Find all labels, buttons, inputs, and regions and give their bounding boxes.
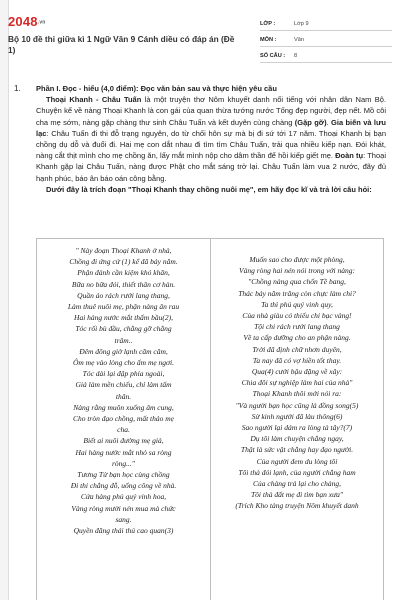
- ordeal-text: : Châu Tuấn đi thi đỗ trạng nguyên, do từ chối hôn sự mà bị đi sứ tới 17 năm. Thoại Khanh bị bạn chồng dụ dỗ và đuổi đi. Hai mẹ con dắt nhau đi tìm tìm Châu Tuấn, trải qua nhiều kiếp nạn. Đói khát, nàng cắt thịt mình cho mẹ chồng ăn, lấy mắt mình nộp cho dâm thần để hồi kiếp giết mẹ.: [36, 128, 386, 161]
- poem-line: Quyền đăng thái thú cao quan(3): [73, 526, 174, 536]
- meta-row-question-count: [260, 49, 392, 63]
- poem-line: Muốn sao cho được một phòng,: [249, 255, 345, 264]
- poem-column-right: [211, 239, 383, 600]
- poem-line: Thoại Khanh thôi mới nói ra:: [252, 389, 342, 399]
- poem-line: Sao người lại dám ra lòng tà tây?(7): [241, 423, 353, 433]
- document-title: Bộ 10 đề thi giữa kì 1 Ngữ Văn 9 Cánh diều có đáp án (Đề 1): [8, 34, 235, 55]
- poem-line: Hai hàng nước mắt nhỏ sa ròng: [75, 447, 172, 457]
- poem-line: Thác bảy năm trăng còn chực làm chi?: [238, 288, 356, 298]
- poem-line: Thật là sức vật chẳng hay đạo người.: [240, 445, 354, 455]
- meta-row-subject: [260, 33, 392, 47]
- poem-line: Cho tròn đạo chồng, mất thảo mẹ: [72, 414, 175, 424]
- poem-line: Tóc rối bù đầu, chẳng gỡ chẳng: [75, 324, 172, 334]
- reunion-text: : Thoại Khanh gặp lại Châu Tuấn, nàng được Phật cho mắt sáng trở lại. Châu Tuấn làm vua 2 nước, đãy đủ hạnh phúc, báo ân báo oán công bằng.: [36, 151, 386, 183]
- ordeal-label: Gia biến và lưu lạc: [36, 117, 386, 138]
- question-body: [36, 83, 386, 195]
- reunion-label: Đoàn tụ: [335, 151, 364, 161]
- poem-line: Chia đôi sự nghiệp làm hai của nhà": [241, 378, 353, 388]
- poem-line: Qua(4) cưới bậu đặng về xây:: [251, 367, 343, 377]
- poem-line: trâm..: [114, 335, 133, 345]
- poem-line: (Trích Kho tàng truyện Nôm khuyết danh: [235, 501, 359, 511]
- poem-line: Làm thuê nuôi mẹ, phận nàng ân rau: [67, 302, 180, 312]
- poem-line: Chồng đi ứng cử (1) kể đã bảy năm.: [69, 257, 178, 267]
- document-header: [8, 10, 392, 66]
- logo-main: 2048: [8, 14, 38, 29]
- gap-label: (Gặp gỡ): [294, 117, 327, 127]
- poem-line: Bữa no bữa đói, thiết thân cơ hàn.: [71, 279, 176, 289]
- poem-line: Tóc dài lại đập phía ngoài,: [82, 369, 165, 379]
- meta-key: MÔN :: [260, 36, 277, 43]
- meta-key: SỐ CÂU :: [260, 52, 286, 59]
- poem-column-left: [37, 239, 211, 600]
- logo-sub: .vn: [37, 19, 46, 26]
- poem-line: Phận đành cần kiệm khó khăn,: [77, 268, 170, 278]
- poem-line: Biết ai nuôi đường mẹ già,: [83, 436, 164, 446]
- poem-line: Nàng rằng muôn xuống âm cung,: [73, 402, 174, 412]
- poem-line: Vàng ròng hai nén nói trong với nàng:: [238, 266, 355, 276]
- poem-line: "Chồng nàng qua chốn Tề bang,: [248, 277, 346, 287]
- poem-line: Ta thì phú quý vinh quy,: [261, 299, 333, 309]
- meta-key: LỚP :: [260, 20, 276, 27]
- poem-line: Ôm mẹ vào lòng cho ấm mẹ ngơi.: [72, 358, 175, 368]
- intro-separator: .: [326, 117, 332, 127]
- poem-line: cha.: [117, 425, 130, 435]
- meta-value: Văn: [294, 36, 304, 43]
- meta-row-class: [260, 17, 392, 31]
- meta-value: Lớp 9: [294, 20, 309, 27]
- poem-line: Quần áo rách rưới lang thang,: [77, 290, 170, 300]
- poem-line: Tôi thà đất mẹ đi tìm bạn xưa": [250, 490, 344, 500]
- poem-line: thân.: [115, 391, 132, 401]
- section-heading: Phần I. Đọc - hiểu (4,0 điểm): Đọc văn bản sau và thực hiện yêu cầu: [36, 84, 277, 93]
- poem-line: "Và người bạn học cũng là đồng song(5): [235, 400, 359, 410]
- meta-table: [260, 17, 392, 65]
- intro-bold-title: Thoại Khanh - Châu Tuấn: [46, 95, 142, 105]
- poem-line: Đi thi chẳng đỗ, uổng công về nhà.: [70, 481, 177, 491]
- poem-line: Giả làm mền chiếu, chỉ làm tấm: [75, 380, 172, 390]
- intro-text: là một truyện thơ Nôm khuyết danh nổi tiếng với nhân dân Nam Bộ. Chuyện kể về nàng Thoại Khanh là con gái của quan thừa tướng nước Tống đẹp người, đẹp nết. Mồ côi cha mẹ sớm, nàng gặp chàng thư sinh Châu Tuấn và kết duyên cùng chàng: [36, 95, 386, 127]
- poem-line: Hai hàng nước mắt thấm bầu(2),: [74, 313, 173, 323]
- question-number: 1.: [14, 84, 21, 93]
- poem-line: Tương Tử bạn học cùng chồng: [77, 470, 170, 480]
- site-logo[interactable]: [8, 14, 46, 29]
- poem-line: Cửa hàng phủ quý vinh hoa,: [80, 492, 167, 502]
- poem-line: Vàng ròng mười nén mua mà chức: [71, 503, 176, 513]
- poem-line: Của nhà giàu có thiếu chi bạc vàng!: [242, 311, 352, 321]
- intro-paragraph: [36, 94, 386, 184]
- poem-line: Trời đã định chữ nhơn duyên,: [252, 344, 342, 354]
- poem-table: [36, 238, 384, 600]
- poem-line: Của chàng trả lại cho chàng,: [253, 479, 341, 489]
- meta-value: 8: [294, 52, 298, 59]
- poem-line: Tội chi rách rưới lang thang: [254, 322, 340, 332]
- poem-line: " Này đoạn Thoại Khanh ở nhà,: [75, 246, 172, 255]
- poem-line: Về ta cấp dưỡng cho an phận nàng.: [243, 333, 351, 343]
- poem-line: sang.: [115, 514, 132, 524]
- poem-line: ròng...": [112, 458, 135, 468]
- poem-line: Của người đem du lòng tôi: [256, 456, 338, 466]
- poem-line: Dụ tôi làm chuyện chẳng ngay,: [250, 434, 344, 444]
- excerpt-prompt: Dưới đây là trích đoạn "Thoại Khanh thay chồng nuôi mẹ", em hãy đọc kĩ và trả lời câu hỏi:: [46, 184, 372, 194]
- poem-line: Đêm đông giờ lạnh căm căm,: [79, 346, 168, 356]
- poem-line: Ta nay đã có vợ hiền tốt thay.: [252, 355, 342, 365]
- poem-line: Sử kinh người đã làu thông(6): [251, 411, 343, 421]
- poem-line: Tôi thà đói lạnh, của người chẳng ham: [238, 467, 356, 477]
